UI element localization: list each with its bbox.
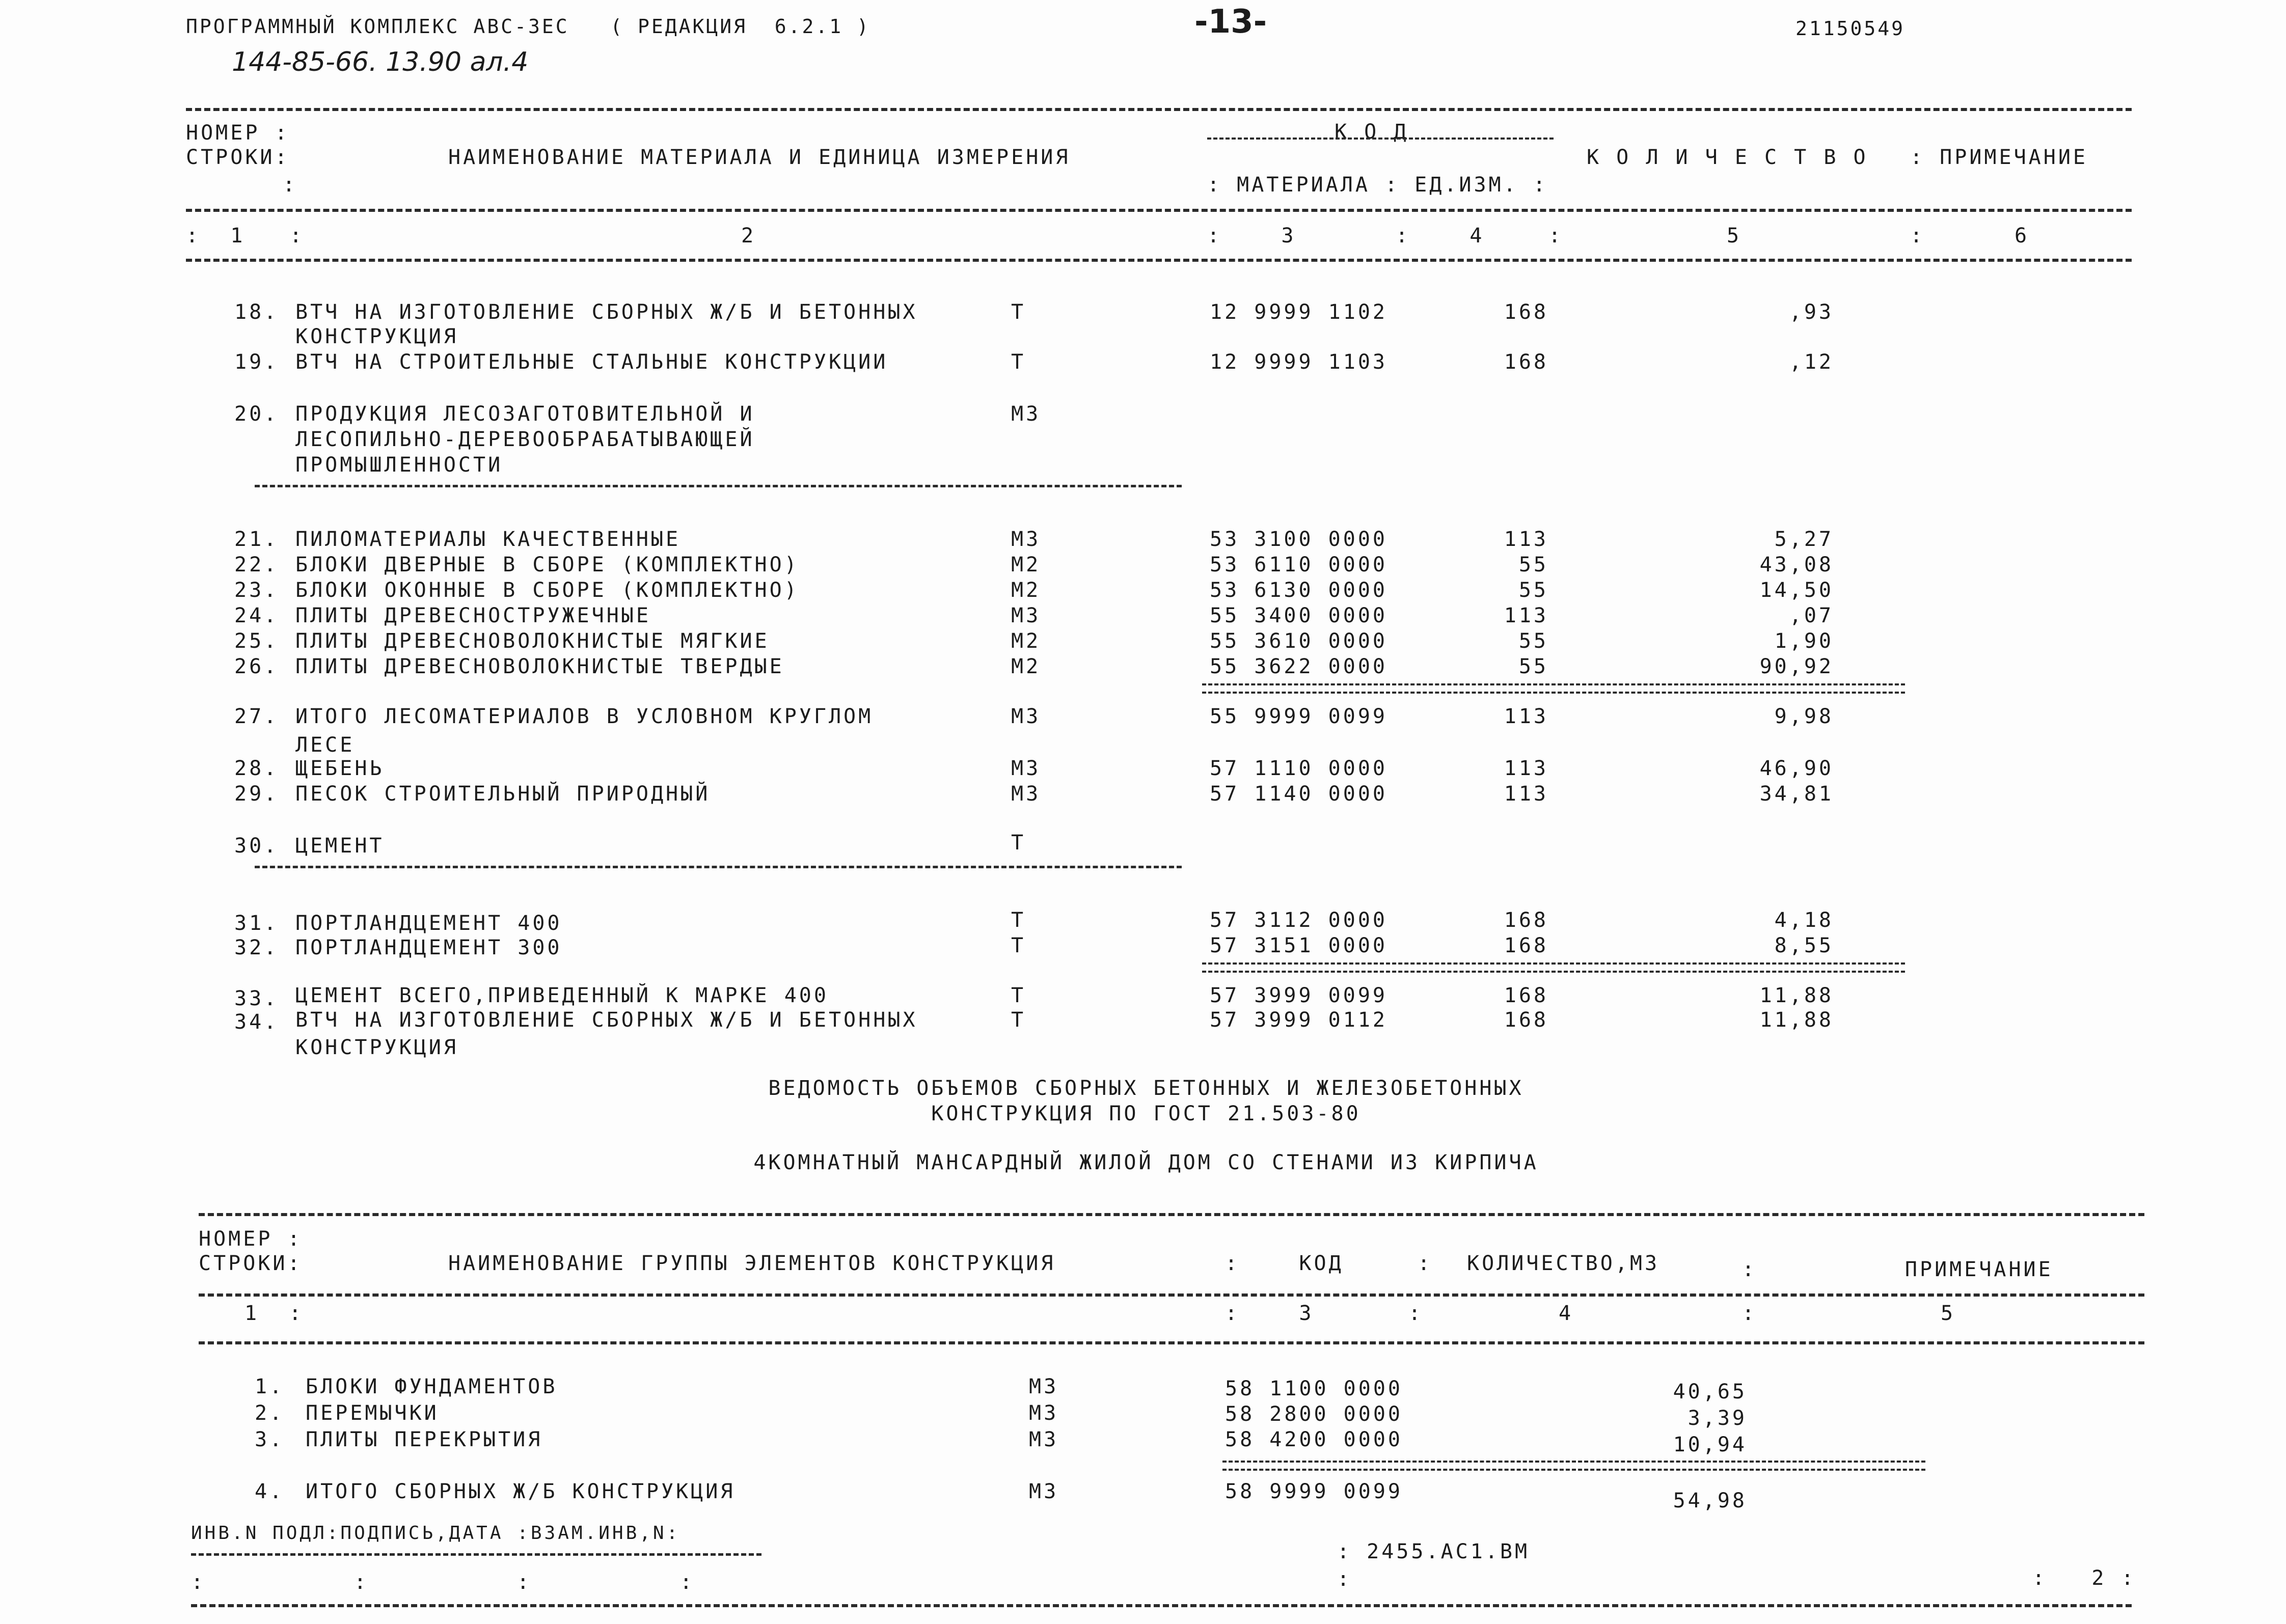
table-row-code: 55 3610 0000	[1210, 629, 1387, 653]
table-row-num: 34.	[234, 1010, 279, 1034]
table-row-name: ПРОМЫШЛЕННОСТИ	[295, 453, 503, 477]
table2-num-5: 5	[1941, 1302, 1956, 1325]
table-row-name: ВТЧ НА ИЗГОТОВЛЕНИЕ СБОРНЫХ Ж/Б И БЕТОННЫХ	[295, 300, 918, 324]
table-row-ed: 168	[1504, 350, 1548, 374]
statement-subtitle: 4КОМНАТНЫЙ МАНСАРДНЫЙ ЖИЛОЙ ДОМ СО СТЕНАМИ ИЗ КИРПИЧА	[753, 1151, 1539, 1174]
page-number: -13-	[1194, 3, 1267, 41]
section-rule	[255, 866, 1182, 868]
list-item-code: 58 4200 0000	[1225, 1428, 1403, 1451]
subtotal-rule	[1202, 683, 1905, 694]
sheet-number: : 2 :	[2032, 1566, 2136, 1590]
table-row-ed: 168	[1504, 934, 1548, 957]
list-item-name: БЛОКИ ФУНДАМЕНТОВ	[306, 1375, 558, 1398]
table-row-num: 33.	[234, 987, 279, 1010]
table-row-name: КОНСТРУКЦИЯ	[295, 325, 458, 348]
statement-title-line2: КОНСТРУКЦИЯ ПО ГОСТ 21.503-80	[931, 1102, 1361, 1125]
table-row-name: БЛОКИ ОКОННЫЕ В СБОРЕ (КОМПЛЕКТНО)	[295, 579, 799, 602]
table-row-qty: 4,18	[1774, 909, 1834, 932]
table-row-num: 24.	[234, 604, 279, 627]
list-item-code: 58 1100 0000	[1225, 1377, 1403, 1400]
table2-qty-head: КОЛИЧЕСТВО,М3	[1467, 1252, 1660, 1275]
table1-num-6: 6	[2015, 224, 2030, 247]
program-title: ПРОГРАММНЫЙ КОМПЛЕКС АВС-ЗЕС ( РЕДАКЦИЯ 6.2.1 )	[186, 15, 870, 38]
table-row-name: ПЕСОК СТРОИТЕЛЬНЫЙ ПРИРОДНЫЙ	[295, 782, 711, 806]
table-row-ed: 113	[1504, 705, 1548, 728]
table2-num-1: 1 :	[244, 1302, 304, 1325]
list-item-unit: М3	[1029, 1428, 1059, 1451]
list-item-name: ПЕРЕМЫЧКИ	[306, 1401, 439, 1425]
table-row-unit: М3	[1011, 757, 1041, 780]
footer-colon: :	[1337, 1567, 1352, 1591]
table-row-unit: Т	[1011, 1008, 1026, 1032]
table-row-name: ИТОГО ЛЕСОМАТЕРИАЛОВ В УСЛОВНОМ КРУГЛОМ	[295, 705, 874, 728]
table2-note-head: : ПРИМЕЧАНИЕ	[1742, 1258, 2053, 1281]
table-row-name: БЛОКИ ДВЕРНЫЕ В СБОРЕ (КОМПЛЕКТНО)	[295, 553, 799, 576]
table-row-code: 57 3999 0112	[1210, 1008, 1387, 1032]
subtotal-rule	[1202, 962, 1905, 973]
table-row-name: ПИЛОМАТЕРИАЛЫ КАЧЕСТВЕННЫЕ	[295, 528, 681, 551]
list-item-unit: М3	[1029, 1480, 1059, 1503]
table-row-unit: М3	[1011, 604, 1041, 627]
footer-bottom-rule	[191, 1604, 2132, 1607]
table-row-num: 22.	[234, 553, 279, 576]
table-row-unit: Т	[1011, 934, 1026, 957]
table-row-name: ПЛИТЫ ДРЕВЕСНОСТРУЖЕЧНЫЕ	[295, 604, 651, 627]
table1-name-head: НАИМЕНОВАНИЕ МАТЕРИАЛА И ЕДИНИЦА ИЗМЕРЕНИЯ	[448, 146, 1071, 169]
list-item-qty: 40,65	[1673, 1380, 1747, 1403]
table1-kod-divider	[1207, 137, 1554, 140]
section-rule	[255, 485, 1182, 487]
table1-num-2: 2	[741, 224, 756, 247]
table-row-unit: М2	[1011, 655, 1041, 678]
table1-num-4: : 4	[1396, 224, 1485, 247]
table2-num-4: 4	[1559, 1302, 1574, 1325]
table-row-num: 18.	[234, 300, 279, 324]
table1-num-rule	[186, 259, 2132, 262]
list-item-name: ИТОГО СБОРНЫХ Ж/Б КОНСТРУКЦИЯ	[306, 1480, 736, 1503]
table-row-qty: 11,88	[1759, 1008, 1834, 1032]
table-row-code: 53 6110 0000	[1210, 553, 1387, 576]
subtotal-rule	[1222, 1461, 1925, 1471]
table-row-qty: 43,08	[1759, 553, 1834, 576]
table2-num-rule	[199, 1341, 2144, 1344]
table-row-code: 57 3151 0000	[1210, 934, 1387, 957]
table-row-num: 20.	[234, 402, 279, 426]
table-row-ed: 55	[1518, 629, 1548, 653]
document-code: 21150549	[1795, 17, 1906, 40]
table-row-name: ПРОДУКЦИЯ ЛЕСОЗАГОТОВИТЕЛЬНОЙ И	[295, 402, 755, 426]
table-row-ed: 168	[1504, 300, 1548, 324]
table-row-qty: 5,27	[1774, 528, 1834, 551]
table2-head-rule	[199, 1293, 2144, 1297]
table-row-ed: 168	[1504, 909, 1548, 932]
table-row-name: ЩЕБЕНЬ	[295, 757, 385, 780]
table-row-unit: Т	[1011, 350, 1026, 374]
table-row-num: 19.	[234, 350, 279, 374]
table-row-qty: 90,92	[1759, 655, 1834, 678]
table2-kod-head: : КОД :	[1225, 1252, 1433, 1275]
list-item-qty: 3,39	[1688, 1407, 1747, 1430]
table-row-num: 25.	[234, 629, 279, 653]
list-item-qty: 10,94	[1673, 1433, 1747, 1456]
footer-column-dividers: : : : :	[191, 1571, 695, 1594]
table2-col1-head-b: СТРОКИ:	[199, 1252, 303, 1275]
table1-num-sep: :	[1548, 224, 1564, 247]
table2-num-sep2: :	[1742, 1302, 1757, 1325]
table-row-unit: М2	[1011, 579, 1041, 602]
table-row-qty: 34,81	[1759, 782, 1834, 806]
table-row-unit: М3	[1011, 705, 1041, 728]
table1-col1-head-c: :	[283, 173, 298, 197]
table-row-code: 55 3622 0000	[1210, 655, 1387, 678]
table1-top-rule	[186, 108, 2132, 111]
table-row-num: 26.	[234, 655, 279, 678]
table-row-code: 53 6130 0000	[1210, 579, 1387, 602]
list-item-code: 58 9999 0099	[1225, 1480, 1403, 1503]
table-row-name: ПЛИТЫ ДРЕВЕСНОВОЛОКНИСТЫЕ МЯГКИЕ	[295, 629, 770, 653]
table-row-code: 57 3112 0000	[1210, 909, 1387, 932]
table-row-name: ВТЧ НА СТРОИТЕЛЬНЫЕ СТАЛЬНЫЕ КОНСТРУКЦИИ	[295, 350, 888, 374]
table-row-unit: М3	[1011, 528, 1041, 551]
table-row-name: ВТЧ НА ИЗГОТОВЛЕНИЕ СБОРНЫХ Ж/Б И БЕТОННЫХ	[295, 1008, 918, 1032]
table1-num-1: : 1 :	[186, 224, 305, 247]
list-item-unit: М3	[1029, 1375, 1059, 1398]
list-item-name: ПЛИТЫ ПЕРЕКРЫТИЯ	[306, 1428, 543, 1451]
document-reference: : 2455.АС1.ВМ	[1337, 1540, 1530, 1563]
signature-field-labels: ИНВ.N ПОДЛ:ПОДПИСЬ,ДАТА :ВЗАМ.ИНВ,N:	[191, 1523, 681, 1544]
statement-title-line1: ВЕДОМОСТЬ ОБЪЕМОВ СБОРНЫХ БЕТОННЫХ И ЖЕЛЕЗОБЕТОННЫХ	[768, 1077, 1524, 1100]
table1-note-head: : ПРИМЕЧАНИЕ	[1910, 146, 2088, 169]
table-row-ed: 55	[1518, 553, 1548, 576]
table1-head-rule	[186, 209, 2132, 212]
table1-num-5: 5	[1727, 224, 1742, 247]
table-row-num: 21.	[234, 528, 279, 551]
table-row-unit: Т	[1011, 909, 1026, 932]
table1-num-3: : 3	[1207, 224, 1296, 247]
table-row-unit: Т	[1011, 984, 1026, 1007]
table-row-qty: ,07	[1789, 604, 1834, 627]
table-row-qty: ,93	[1789, 300, 1834, 324]
table2-name-head: НАИМЕНОВАНИЕ ГРУППЫ ЭЛЕМЕНТОВ КОНСТРУКЦИЯ	[448, 1252, 1056, 1275]
table-row-code: 53 3100 0000	[1210, 528, 1387, 551]
table-row-name: КОНСТРУКЦИЯ	[295, 1036, 458, 1059]
table-row-ed: 113	[1504, 528, 1548, 551]
handwritten-reference: 144-85-66. 13.90 ал.4	[232, 47, 529, 77]
table-row-ed: 113	[1504, 604, 1548, 627]
table-row-name: ПОРТЛАНДЦЕМЕНТ 300	[295, 936, 562, 959]
table-row-code: 12 9999 1102	[1210, 300, 1387, 324]
table-row-qty: 8,55	[1774, 934, 1834, 957]
list-item-qty: 54,98	[1673, 1489, 1747, 1512]
table-row-name: ЦЕМЕНТ	[295, 834, 385, 858]
table-row-unit: М2	[1011, 629, 1041, 653]
table-row-name: ЛЕСОПИЛЬНО-ДЕРЕВООБРАБАТЫВАЮЩЕЙ	[295, 428, 755, 451]
list-item-num: 4.	[255, 1480, 285, 1503]
table-row-code: 12 9999 1103	[1210, 350, 1387, 374]
table-row-unit: М3	[1011, 782, 1041, 806]
table-row-qty: 1,90	[1774, 629, 1834, 653]
table-row-code: 55 3400 0000	[1210, 604, 1387, 627]
list-item-unit: М3	[1029, 1401, 1059, 1425]
table-row-qty: 14,50	[1759, 579, 1834, 602]
table-row-code: 55 9999 0099	[1210, 705, 1387, 728]
list-item-code: 58 2800 0000	[1225, 1402, 1403, 1426]
table-row-qty: ,12	[1789, 350, 1834, 374]
table-row-num: 28.	[234, 757, 279, 780]
table-row-qty: 46,90	[1759, 757, 1834, 780]
table-row-code: 57 1110 0000	[1210, 757, 1387, 780]
list-item-num: 1.	[255, 1375, 285, 1398]
table-row-unit: М3	[1011, 402, 1041, 426]
table-row-unit: Т	[1011, 831, 1026, 855]
table-row-num: 29.	[234, 782, 279, 806]
footer-rule	[191, 1553, 761, 1556]
list-item-num: 2.	[255, 1401, 285, 1425]
table-row-num: 32.	[234, 936, 279, 959]
table-row-num: 31.	[234, 912, 279, 935]
table-row-code: 57 1140 0000	[1210, 782, 1387, 806]
table-row-name: ЛЕСЕ	[295, 733, 355, 757]
table-row-num: 23.	[234, 579, 279, 602]
table2-num-sep: :	[1408, 1302, 1424, 1325]
table1-kod-head: К О Д	[1335, 120, 1409, 144]
table-row-name: ПЛИТЫ ДРЕВЕСНОВОЛОКНИСТЫЕ ТВЕРДЫЕ	[295, 655, 784, 678]
table-row-num: 27.	[234, 705, 279, 728]
table-row-code: 57 3999 0099	[1210, 984, 1387, 1007]
table-row-ed: 113	[1504, 757, 1548, 780]
table-row-unit: М2	[1011, 553, 1041, 576]
table2-top-rule	[199, 1213, 2144, 1216]
table-row-qty: 11,88	[1759, 984, 1834, 1007]
table1-col1-head-a: НОМЕР :	[186, 121, 290, 145]
table-row-unit: Т	[1011, 300, 1026, 324]
table1-num-sep2: :	[1910, 224, 1925, 247]
table-row-ed: 168	[1504, 1008, 1548, 1032]
table1-kod-subhead: : МАТЕРИАЛА : ЕД.ИЗМ. :	[1207, 173, 1548, 197]
table-row-ed: 55	[1518, 579, 1548, 602]
table-row-ed: 55	[1518, 655, 1548, 678]
list-item-num: 3.	[255, 1428, 285, 1451]
table-row-ed: 168	[1504, 984, 1548, 1007]
table2-num-3: : 3	[1225, 1302, 1314, 1325]
table-row-num: 30.	[234, 834, 279, 858]
table2-col1-head-a: НОМЕР :	[199, 1227, 303, 1251]
table1-qty-head: К О Л И Ч Е С Т В О	[1587, 146, 1868, 169]
table-row-qty: 9,98	[1774, 705, 1834, 728]
table-row-ed: 113	[1504, 782, 1548, 806]
table-row-name: ПОРТЛАНДЦЕМЕНТ 400	[295, 912, 562, 935]
table1-col1-head-b: СТРОКИ:	[186, 146, 290, 169]
table-row-name: ЦЕМЕНТ ВСЕГО,ПРИВЕДЕННЫЙ К МАРКЕ 400	[295, 984, 829, 1007]
